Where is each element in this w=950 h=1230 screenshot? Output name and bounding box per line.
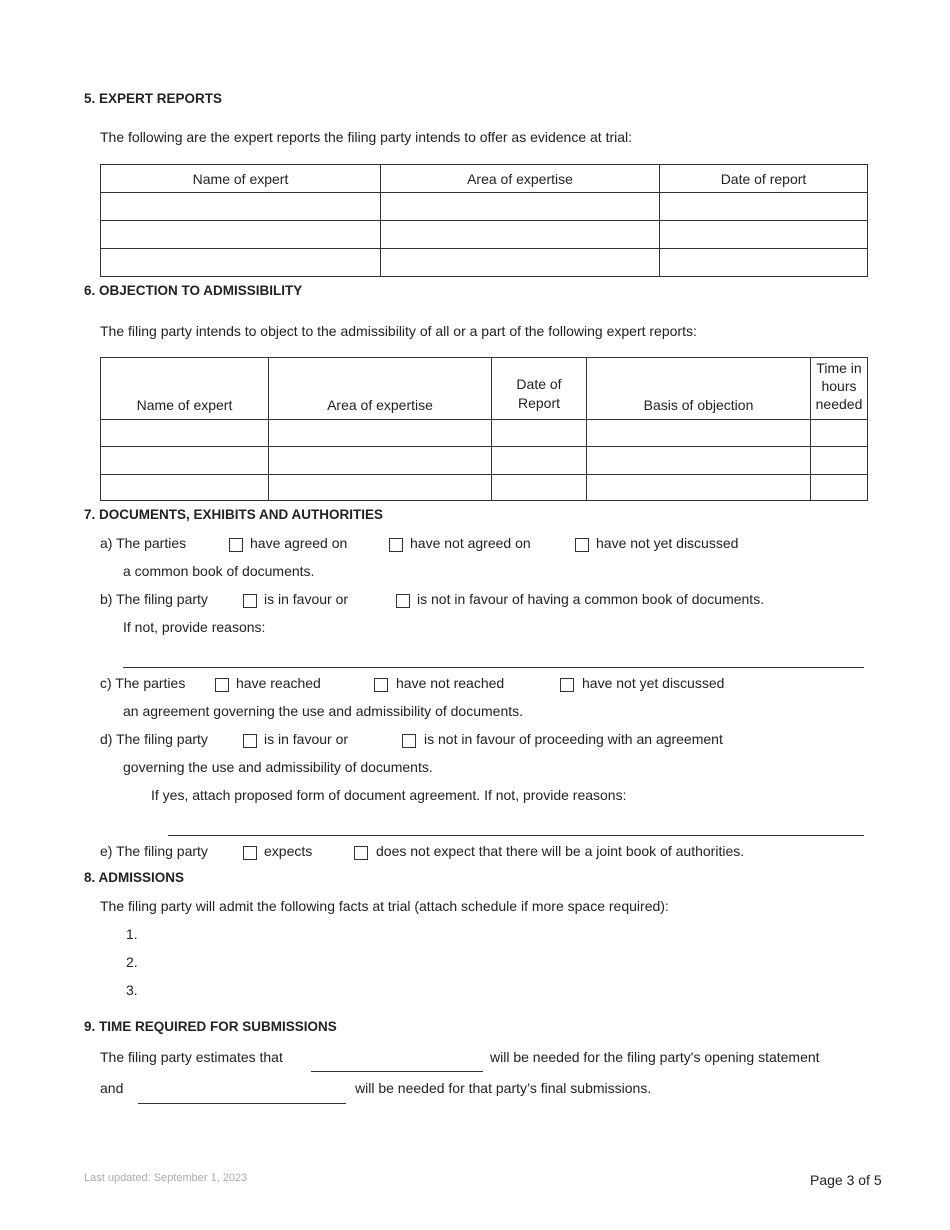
final-estimate-prefix: and — [100, 1080, 124, 1096]
table-cell[interactable] — [269, 475, 492, 501]
does-not-expect-checkbox[interactable] — [354, 846, 368, 860]
section-8-heading: 8. ADMISSIONS — [84, 870, 185, 885]
table-cell[interactable] — [492, 447, 587, 475]
table-row — [101, 249, 868, 277]
col-header-date-line2: Report — [517, 395, 561, 411]
item-c-continuation: an agreement governing the use and admissibility of documents. — [123, 703, 524, 719]
table-cell[interactable] — [269, 447, 492, 475]
table-cell[interactable] — [269, 420, 492, 447]
table-row — [101, 221, 868, 249]
expects-checkbox[interactable] — [243, 846, 257, 860]
col-header-area: Area of expertise — [381, 165, 660, 193]
section-5-intro: The following are the expert reports the filing party intends to offer as evidence at trial: — [100, 129, 633, 145]
table-cell[interactable] — [587, 420, 811, 447]
table-cell[interactable] — [381, 193, 660, 221]
page-number: Page 3 of 5 — [810, 1172, 882, 1188]
table-cell[interactable] — [381, 221, 660, 249]
item-e-lead: e) The filing party — [100, 843, 208, 859]
not-agreed-on-checkbox[interactable] — [389, 538, 403, 552]
table-cell[interactable] — [101, 475, 269, 501]
item-d-continuation: governing the use and admissibility of documents. — [123, 759, 433, 775]
section-9-heading: 9. TIME REQUIRED FOR SUBMISSIONS — [84, 1019, 337, 1034]
d-not-in-favour-checkbox[interactable] — [402, 734, 416, 748]
have-not-reached-label: have not reached — [396, 675, 505, 691]
have-reached-label: have reached — [236, 675, 321, 691]
table-cell[interactable] — [101, 420, 269, 447]
table-cell[interactable] — [811, 420, 868, 447]
col-header-time-line2: hours — [821, 378, 857, 394]
b-in-favour-label: is in favour or — [264, 591, 349, 607]
opening-estimate-suffix: will be needed for the filing party's opening statement — [490, 1049, 820, 1065]
col-header-time-line1: Time in — [816, 360, 862, 376]
b-reasons-input-line[interactable] — [123, 667, 864, 668]
b-not-in-favour-label: is not in favour of having a common book of documents. — [417, 591, 765, 607]
table-cell[interactable] — [811, 447, 868, 475]
admission-item-3: 3. — [126, 982, 138, 998]
agreed-on-label: have agreed on — [250, 535, 348, 551]
expects-label: expects — [264, 843, 313, 859]
table-cell[interactable] — [101, 221, 381, 249]
expert-reports-table — [100, 164, 868, 277]
table-cell[interactable] — [492, 420, 587, 447]
item-a-continuation: a common book of documents. — [123, 563, 315, 579]
table-cell[interactable] — [660, 221, 868, 249]
d-reasons-input-line[interactable] — [168, 835, 864, 836]
not-agreed-on-label: have not agreed on — [410, 535, 531, 551]
does-not-expect-label: does not expect that there will be a joint book of authorities. — [376, 843, 745, 859]
not-yet-discussed-c-checkbox[interactable] — [560, 678, 574, 692]
table-cell[interactable] — [811, 475, 868, 501]
have-reached-checkbox[interactable] — [215, 678, 229, 692]
table-cell[interactable] — [492, 475, 587, 501]
section-7-heading: 7. DOCUMENTS, EXHIBITS AND AUTHORITIES — [84, 507, 384, 522]
item-b-continuation: If not, provide reasons: — [123, 619, 266, 635]
admission-item-2: 2. — [126, 954, 138, 970]
col-header-time — [811, 358, 868, 420]
agreed-on-checkbox[interactable] — [229, 538, 243, 552]
table-cell[interactable] — [101, 447, 269, 475]
item-b-lead: b) The filing party — [100, 591, 208, 607]
item-d-instructions: If yes, attach proposed form of document agreement. If not, provide reasons: — [151, 787, 627, 803]
final-estimate-suffix: will be needed for that party’s final submissions. — [355, 1080, 652, 1096]
col-header-time-line3: needed — [815, 396, 863, 412]
item-a-lead: a) The parties — [100, 535, 187, 551]
col-header-area: Area of expertise — [269, 358, 492, 420]
admission-item-1: 1. — [126, 926, 138, 942]
col-header-date — [492, 358, 587, 420]
section-6-heading: 6. OBJECTION TO ADMISSIBILITY — [84, 283, 303, 298]
item-d-lead: d) The filing party — [100, 731, 208, 747]
not-yet-discussed-c-label: have not yet discussed — [582, 675, 725, 691]
table-cell[interactable] — [101, 193, 381, 221]
col-header-date: Date of report — [660, 165, 868, 193]
table-row — [101, 193, 868, 221]
table-cell[interactable] — [660, 249, 868, 277]
table-cell[interactable] — [381, 249, 660, 277]
table-cell[interactable] — [660, 193, 868, 221]
section-5-heading: 5. EXPERT REPORTS — [84, 91, 223, 106]
table-row — [101, 475, 868, 501]
last-updated: Last updated: September 1, 2023 — [84, 1172, 248, 1184]
table-row — [101, 420, 868, 447]
table-cell[interactable] — [101, 249, 381, 277]
col-header-date-line1: Date of — [516, 376, 562, 392]
d-in-favour-label: is in favour or — [264, 731, 349, 747]
col-header-name: Name of expert — [101, 165, 381, 193]
col-header-name: Name of expert — [101, 358, 269, 420]
section-8-intro: The filing party will admit the following facts at trial (attach schedule if more space required): — [100, 898, 669, 914]
d-in-favour-checkbox[interactable] — [243, 734, 257, 748]
table-cell[interactable] — [587, 447, 811, 475]
col-header-basis: Basis of objection — [587, 358, 811, 420]
table-row — [101, 447, 868, 475]
d-not-in-favour-label: is not in favour of proceeding with an agreement — [424, 731, 723, 747]
table-cell[interactable] — [587, 475, 811, 501]
opening-estimate-text: The filing party estimates that — [100, 1049, 283, 1065]
objection-table — [100, 357, 868, 501]
not-yet-discussed-a-label: have not yet discussed — [596, 535, 739, 551]
section-6-intro: The filing party intends to object to the admissibility of all or a part of the following expert reports: — [100, 323, 697, 339]
opening-statement-time-input[interactable] — [311, 1071, 483, 1072]
b-not-in-favour-checkbox[interactable] — [396, 594, 410, 608]
final-submissions-time-input[interactable] — [138, 1103, 346, 1104]
item-c-lead: c) The parties — [100, 675, 186, 691]
not-yet-discussed-a-checkbox[interactable] — [575, 538, 589, 552]
have-not-reached-checkbox[interactable] — [374, 678, 388, 692]
b-in-favour-checkbox[interactable] — [243, 594, 257, 608]
